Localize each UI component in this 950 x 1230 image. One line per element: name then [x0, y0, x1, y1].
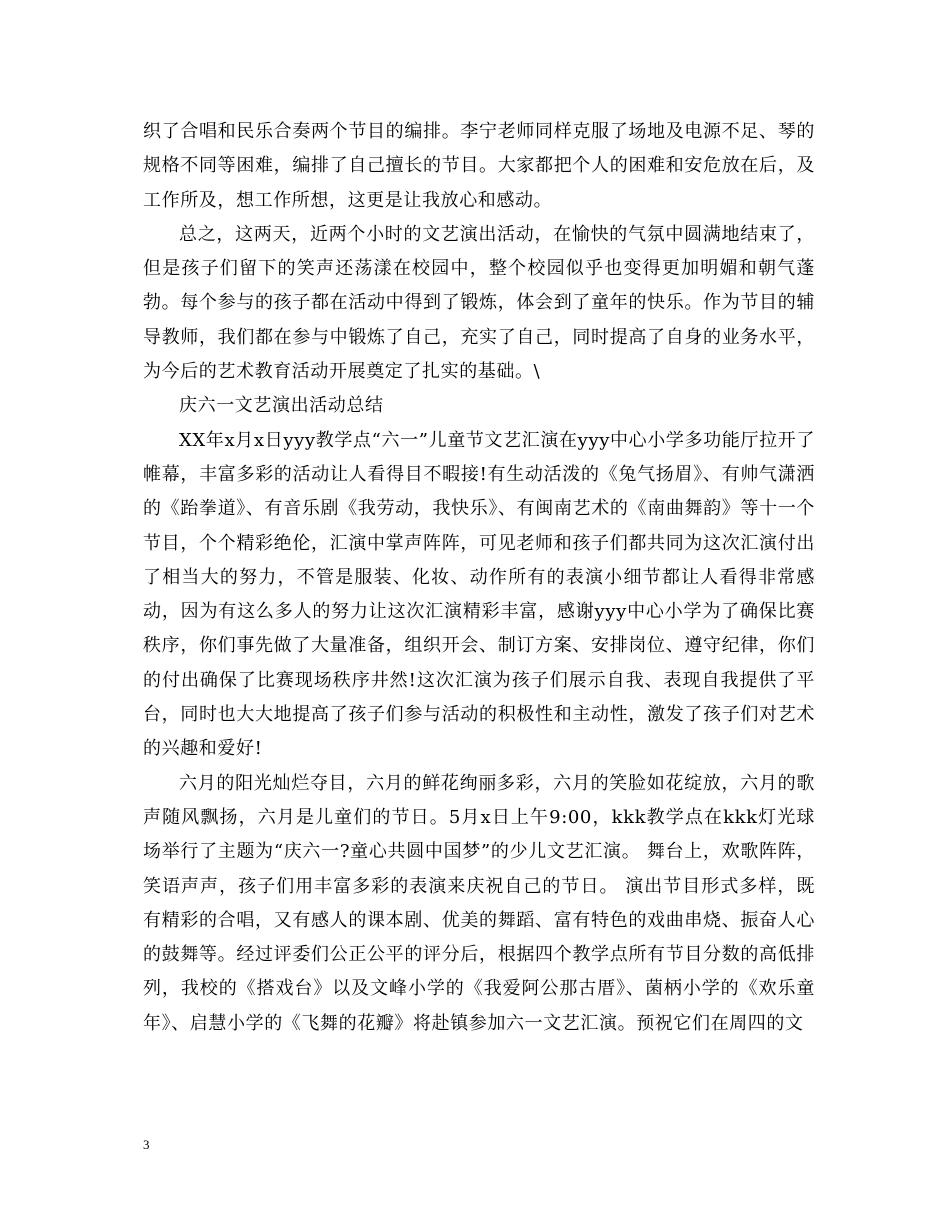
page-number: 3	[143, 1137, 150, 1152]
paragraph-4: 六月的阳光灿烂夺目，六月的鲜花绚丽多彩，六月的笑脸如花绽放，六月的歌声随风飘扬，六月是儿童们的节日。5月x日上午9:00，kkk教学点在kkk灯光球场举行了主题为“庆六一?童心共圆中国梦”的少儿文艺汇演。 舞台上，欢歌阵阵，笑语声声，孩子们用丰富多彩的表演来庆祝自己的节日。 演出节目形式多样，既有精彩的合唱，又有感人的课本剧、优美的舞蹈、富有特色的戏曲串烧、振奋人心的鼓舞等。经过评委们公正公平的评分后，根据四个教学点所有节目分数的高低排列，我校的《搭戏台》以及文峰小学的《我爱阿公那古厝》、菌柄小学的《欢乐童年》、启慧小学的《飞舞的花瓣》将赴镇参加六一文艺汇演。预祝它们在周四的文	[143, 772, 815, 1034]
paragraph-3: XX年x月x日yyy教学点“六一”儿童节文艺汇演在yyy中心小学多功能厅拉开了帷幕，丰富多彩的活动让人看得目不暇接!有生动活泼的《兔气扬眉》、有帅气潇洒的《跆拳道》、有音乐剧《我劳动，我快乐》、有闽南艺术的《南曲舞韵》等十一个节目，个个精彩绝伦，汇演中掌声阵阵，可见老师和孩子们都共同为这次汇演付出了相当大的努力，不管是服装、化妆、动作所有的表演小细节都让人看得非常感动，因为有这么多人的努力让这次汇演精彩丰富，感谢yyy中心小学为了确保比赛秩序，你们事先做了大量准备，组织开会、制订方案、安排岗位、遵守纪律，你们的付出确保了比赛现场秩序井然!这次汇演为孩子们展示自我、表现自我提供了平台，同时也大大地提高了孩子们参与活动的积极性和主动性，激发了孩子们对艺术的兴趣和爱好!	[143, 429, 815, 760]
section-heading: 庆六一文艺演出活动总结	[179, 395, 384, 417]
paragraph-2: 总之，这两天，近两个小时的文艺演出活动，在愉快的气氛中圆满地结束了，但是孩子们留下的笑声还荡漾在校园中，整个校园似乎也变得更加明媚和朝气蓬勃。每个参与的孩子都在活动中得到了锻炼，体会到了童年的快乐。作为节目的辅导教师，我们都在参与中锻炼了自己，充实了自己，同时提高了自身的业务水平，为今后的艺术教育活动开展奠定了扎实的基础。\	[143, 223, 815, 383]
paragraph-1: 织了合唱和民乐合奏两个节目的编排。李宁老师同样克服了场地及电源不足、琴的规格不同等困难，编排了自己擅长的节目。大家都把个人的困难和安危放在后，及工作所及，想工作所想，这更是让我放心和感动。	[143, 121, 815, 211]
document-body	[143, 115, 815, 1041]
